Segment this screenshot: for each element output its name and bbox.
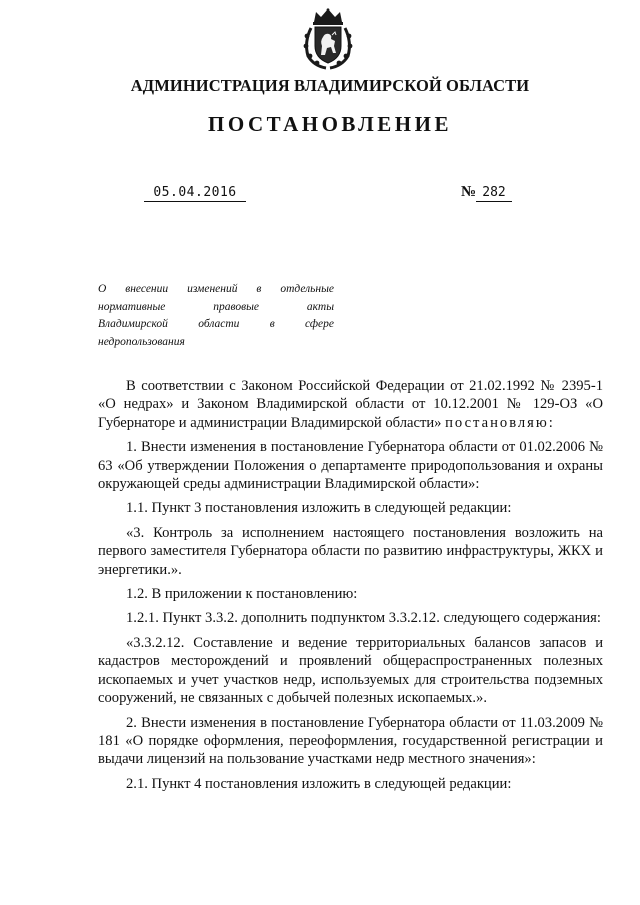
preamble-text: В соответствии с Законом Российской Федерации от 21.02.1992 № 2395-1 «О недрах» и Законом Владимирской области от 10.12.2001 № 129-ОЗ «О Губернаторе и администрации Владимирской области» (98, 378, 603, 431)
subject-line: недропользования (98, 335, 185, 348)
document-body (98, 377, 603, 799)
preamble-paragraph (98, 377, 603, 432)
clause-1-1-text: «3. Контроль за исполнением настоящего постановления возложить на первого заместителя Губернатора области по развитию инфраструктуры, ЖКХ и энергетики.». (98, 524, 603, 578)
subject-line: Владимирской области в сфере (98, 318, 334, 330)
organization-name: АДМИНИСТРАЦИЯ ВЛАДИМИРСКОЙ ОБЛАСТИ (130, 76, 530, 95)
clause-1-2-1: 1.2.1. Пункт 3.3.2. дополнить подпунктом 3.3.2.12. следующего содержания: (126, 610, 601, 627)
clause-2-1: 2.1. Пункт 4 постановления изложить в следующей редакции: (126, 775, 512, 792)
subject-line: О внесении изменений в отдельные (98, 283, 334, 295)
clause-1: 1. Внести изменения в постановление Губернатора области от 01.02.2006 № 63 «Об утверждении Положения о департаменте природопользования и охраны окружающей среды администрации Владимирской области»: (98, 439, 603, 493)
clause-1-2: 1.2. В приложении к постановлению: (126, 586, 358, 603)
document-number: 282 (476, 185, 512, 202)
decree-word: постановляю: (445, 414, 555, 431)
document-date: 05.04.2016 (144, 185, 246, 202)
document-subject (98, 281, 334, 351)
clause-1-2-1-text: «3.3.2.12. Составление и ведение территориальных балансов запасов и кадастров месторождений и проявлений общераспространенных полезных ископаемых и учет участков недр, используемых для строительства подземных сооружений, не связанных с добычей полезных ископаемых.». (98, 634, 603, 707)
clause-1-1: 1.1. Пункт 3 постановления изложить в следующей редакции: (126, 500, 512, 517)
number-label: № (461, 184, 477, 200)
subject-line: нормативные правовые акты (98, 300, 334, 313)
coat-of-arms-icon (302, 8, 354, 70)
clause-2: 2. Внести изменения в постановление Губернатора области от 11.03.2009 № 181 «О порядке оформления, переоформления, государственной регистрации и выдачи лицензий на пользование участками недр местного значения»: (98, 714, 603, 768)
document-type-title: ПОСТАНОВЛЕНИЕ (208, 112, 452, 136)
